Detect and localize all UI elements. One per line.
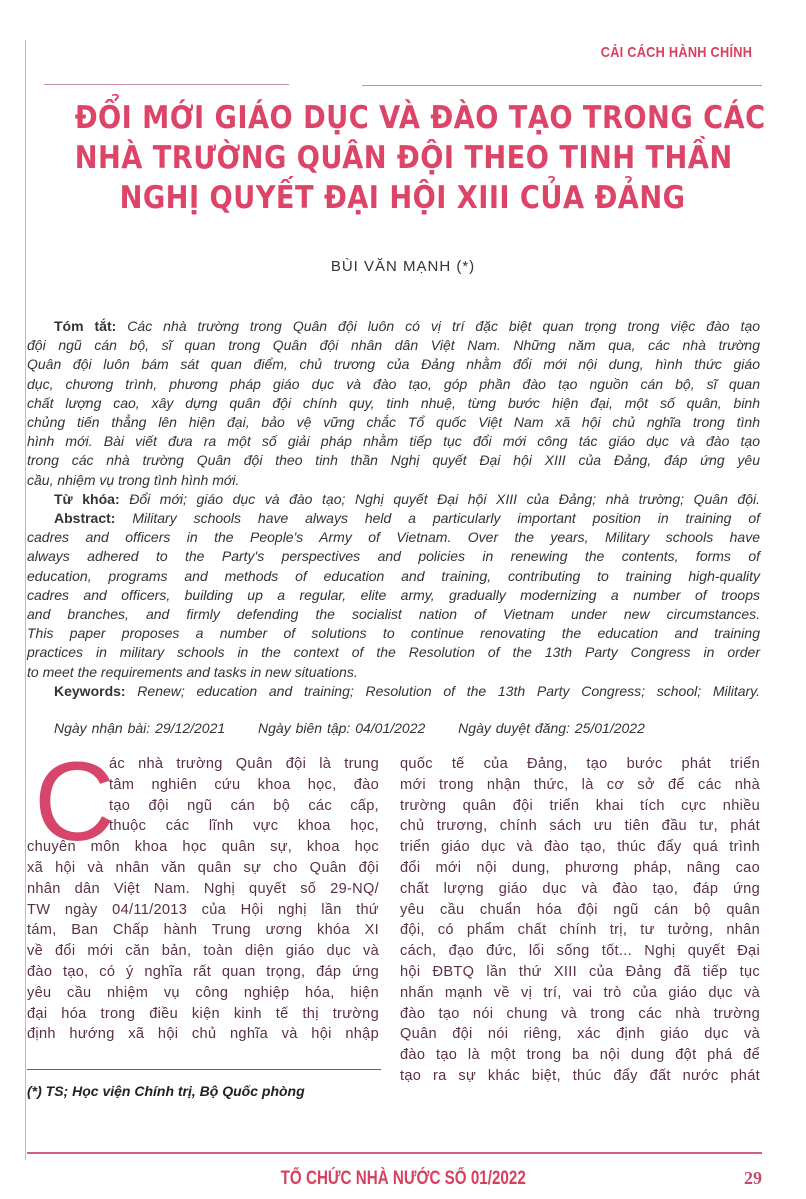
title-line: NGHỊ QUYẾT ĐẠI HỘI XIII CỦA ĐẢNG <box>119 180 686 216</box>
drop-cap: C <box>34 739 115 864</box>
body-line: đào tạo, có ý nghĩa rất quan trọng, đáp ứng <box>27 963 379 980</box>
body-line: yêu cầu nhiệm vụ công nghiệp hóa, hiện <box>27 984 379 1001</box>
section-header: CẢI CÁCH HÀNH CHÍNH <box>600 44 752 61</box>
abstract-line: education, programs and methods of education and training, contributing to training high-quality <box>27 567 760 584</box>
body-line: đào tạo nói chung và trong các nhà trường <box>400 1005 760 1022</box>
summary-line: trong các nhà trường Quân đội theo tinh thần Nghị quyết Đại hội XIII của Đảng, đáp ứng yêu <box>27 452 760 469</box>
summary-line: Tóm tắt: Các nhà trường trong Quân đội luôn có vị trí đặc biệt quan trọng trong việc đào tạo <box>54 318 761 334</box>
header-rule <box>362 85 762 86</box>
abstract-line: practices in military schools in the context of the Resolution of the 13th Party Congress in order <box>27 644 760 661</box>
footer-rule <box>27 1152 762 1154</box>
body-line: đội, có phẩm chất chính trị, tư tưởng, nhân <box>400 922 760 939</box>
summary-line: Quân đội luôn bám sát quan điểm, chủ trương của Đảng nhằm đổi mới nội dung, hình thức giáo <box>27 356 760 373</box>
abstract-line: This paper proposes a number of solutions to continue renovating the education and training <box>27 625 760 642</box>
header-rule <box>44 84 289 85</box>
body-line: chủ trương, chính sách ưu tiên đầu tư, phát <box>400 818 760 835</box>
abstract-line: to meet the requirements and tasks in new situations. <box>27 663 358 680</box>
body-line: tám, Ban Chấp hành Trung ương khóa XI <box>27 922 379 939</box>
body-line: định hướng xã hội chủ nghĩa và hội nhập <box>27 1026 379 1043</box>
abstract-line: and branches, and firmly defending the socialist nation of Vietnam under new circumstances. <box>27 606 760 623</box>
body-line: đào tạo là một trong ba nội dung đột phá để <box>400 1047 760 1064</box>
body-line: thuộc các lĩnh vực khoa học, <box>109 818 379 835</box>
abstract-label: Abstract: <box>54 510 116 527</box>
body-line: chất lượng giáo dục và đào tạo, đáp ứng <box>400 880 760 897</box>
date-edited: Ngày biên tập: 04/01/2022 <box>258 720 426 736</box>
body-line: ác nhà trường Quân đội là trung <box>109 756 379 772</box>
date-approved: Ngày duyệt đăng: 25/01/2022 <box>458 720 645 736</box>
body-line: đổi mới nội dung, phương pháp, nâng cao <box>400 859 760 876</box>
body-line: mới trong nhận thức, là cơ sở để các nhà <box>400 776 760 793</box>
body-line: tạo đội ngũ cán bộ các cấp, <box>109 797 379 814</box>
body-line: yêu cầu chuẩn hóa đội ngũ cán bộ quân <box>400 901 760 918</box>
page-number: 29 <box>744 1168 762 1188</box>
body-line: về đổi mới căn bản, toàn diện giáo dục và <box>27 943 379 960</box>
body-line: quốc tế của Đảng, tạo bước phát triển <box>400 756 760 772</box>
body-line: nhân dân Việt Nam. Nghị quyết số 29-NQ/ <box>27 880 379 897</box>
body-line: chuyên môn khoa học quân sự, khoa học <box>27 839 379 856</box>
footnote: (*) TS; Học viện Chính trị, Bộ Quốc phòng <box>27 1083 305 1099</box>
summary-line: hình mới. Bài viết đưa ra một số giải pháp nhằm tiếp tục đổi mới công tác giáo dục và đào tạo <box>27 433 760 450</box>
scan-edge-line <box>25 40 26 1160</box>
keywords-vi: Từ khóa: Đổi mới; giáo dục và đào tạo; Nghị quyết Đại hội XIII của Đảng; nhà trường; Quân đội. <box>54 490 761 507</box>
title-line: ĐỔI MỚI GIÁO DỤC VÀ ĐÀO TẠO TRONG CÁC <box>74 100 766 136</box>
abstract-line: Abstract: Military schools have always held a particularly important position in training of <box>54 510 761 527</box>
abstract-line: cadres and officers in the People's Army of Vietnam. Over the years, Military schools have <box>27 529 760 546</box>
body-line: triển giáo dục và đào tạo, thúc đẩy quá trình <box>400 839 760 856</box>
body-column-right <box>400 754 760 1087</box>
body-line: TW ngày 04/11/2013 của Hội nghị lần thứ <box>27 901 379 918</box>
summary-line: cầu, nhiệm vụ trong tình hình mới. <box>27 471 240 488</box>
author: BÙI VĂN MẠNH (*) <box>330 258 476 275</box>
article-dates <box>54 720 673 736</box>
title-line: NHÀ TRƯỜNG QUÂN ĐỘI THEO TINH THẦN <box>74 140 733 176</box>
abstract-block <box>27 317 760 701</box>
summary-line: dục, chương trình, phương pháp giáo dục và đào tạo, góp phần đào tạo nguồn cán bộ, sĩ quan <box>27 375 760 392</box>
abstract-line: always adhered to the Party's perspectives and policies in renewing the contents, forms of <box>27 548 760 565</box>
date-received: Ngày nhận bài: 29/12/2021 <box>54 720 226 736</box>
body-line: xã hội và nhân văn quân sự cho Quân đội <box>27 859 379 876</box>
body-line: tạo ra sự khác biệt, thúc đẩy đất nước phát <box>400 1067 760 1084</box>
body-line: trường quân đội triển khai tích cực nhiều <box>400 797 760 814</box>
body-line: tâm nghiên cứu khoa học, đào <box>109 776 379 793</box>
body-line: hội ĐBTQ lần thứ XIII của Đảng đã tiếp tục <box>400 963 760 980</box>
footnote-rule <box>27 1069 381 1070</box>
body-line: Quân đội nói riêng, xác định giáo dục và <box>400 1026 760 1043</box>
journal-footer: TỔ CHỨC NHÀ NƯỚC SỐ 01/2022 <box>280 1168 526 1189</box>
keywords-en: Keywords: Renew; education and training; Resolution of the 13th Party Congress; school; Military. <box>54 682 761 699</box>
summary-line: chất lượng cao, xây dựng quân đội chính quy, tinh nhuệ, từng bước hiện đại, một số quân, binh <box>27 394 760 411</box>
summary-label: Tóm tắt: <box>54 318 117 334</box>
article-title <box>30 98 775 218</box>
abstract-line: cadres and officers, building up a regular, elite army, gradually modernizing a number of troops <box>27 586 760 603</box>
summary-line: chủng tiến thẳng lên hiện đại, bảo vệ vững chắc Tổ quốc Việt Nam xã hội chủ nghĩa trong tình <box>27 414 760 431</box>
body-line: cách, đạo đức, lối sống tốt... Nghị quyết Đại <box>400 943 760 960</box>
body-column-left <box>27 739 379 1045</box>
summary-line: đội ngũ cán bộ, sĩ quan trong Quân đội nhân dân Việt Nam. Những năm qua, các nhà trường <box>27 337 760 354</box>
body-line: nhấn mạnh về vị trí, vai trò của giáo dục và <box>400 984 760 1001</box>
body-line: đại hóa trong điều kiện kinh tế thị trường <box>27 1005 379 1022</box>
